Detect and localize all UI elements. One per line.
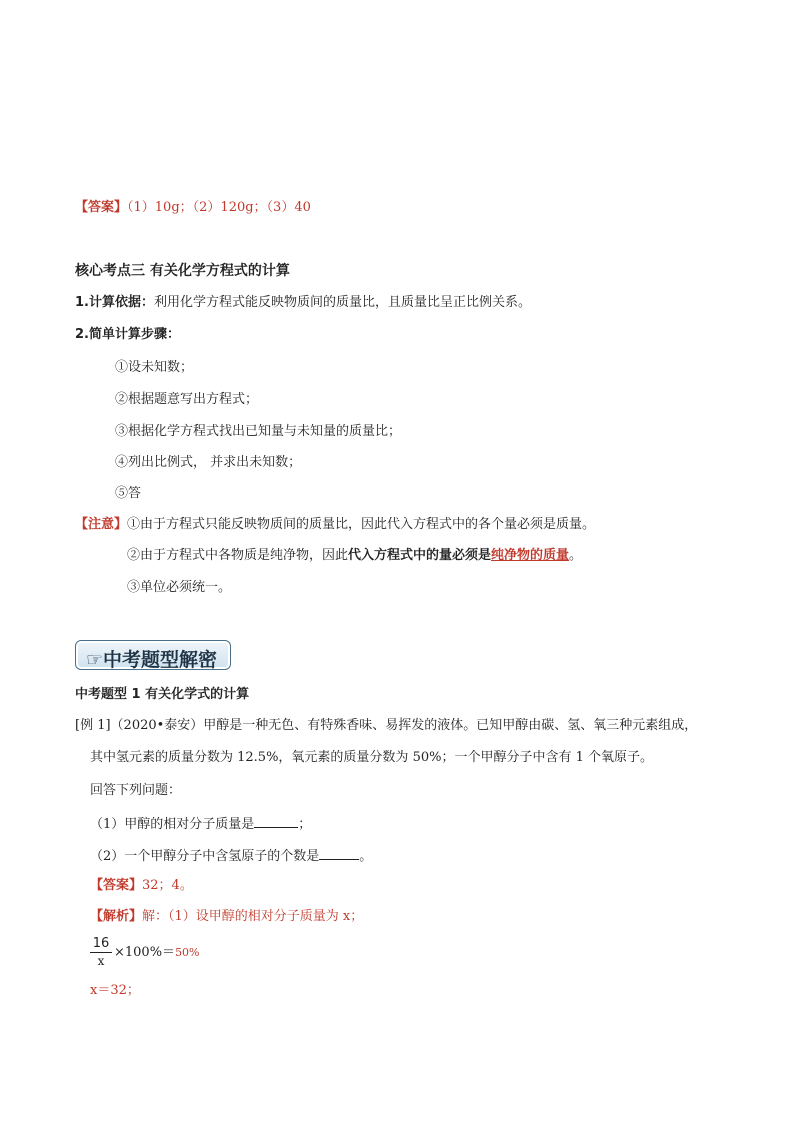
analysis-tag: 【解析】: [90, 909, 143, 924]
section-title: 核心考点三 有关化学方程式的计算: [75, 263, 290, 279]
note-3: ③单位必须统一。: [127, 580, 232, 595]
example-answer-text: 32；4。: [142, 878, 193, 893]
answer-text: （1）10g；（2）120g；（3）40: [127, 200, 311, 215]
example-prompt: 回答下列问题：: [90, 783, 182, 798]
example-answer: [90, 878, 193, 894]
analysis-text: 解：（1）设甲醇的相对分子质量为 x；: [142, 909, 364, 924]
question-1-end: ；: [298, 817, 312, 832]
step-2: ②根据题意写出方程式；: [115, 392, 259, 407]
fraction-equation: [114, 945, 200, 961]
type1-title: 中考题型 1 有关化学式的计算: [75, 687, 250, 702]
step-3: ③根据化学方程式找出已知量与未知量的质量比；: [115, 424, 402, 439]
banner-label-wrap: [86, 645, 217, 672]
answer-blank-2[interactable]: [319, 847, 359, 860]
step-5: ⑤答: [115, 486, 142, 501]
question-2-end: 。: [359, 849, 373, 864]
result-line: x＝32；: [90, 983, 140, 998]
example-line-2: 其中氢元素的质量分数为 12.5%，氧元素的质量分数为 50%；一个甲醇分子中含有 1 个氧原子。: [90, 750, 653, 765]
fraction-rest: ×100%＝: [114, 945, 176, 960]
fraction-denominator: x: [97, 954, 105, 968]
answer-blank-1[interactable]: [254, 815, 298, 828]
banner-label: 中考题型解密: [103, 649, 218, 671]
note-tag: 【注意】: [75, 517, 128, 532]
fraction: [90, 936, 112, 968]
analysis-line: [90, 909, 363, 925]
exam-types-banner: [75, 640, 231, 670]
note-2a: ②由于方程式中各物质是纯净物，因此: [127, 548, 349, 563]
note-2b: 代入方程式中的量必须是: [348, 548, 492, 563]
p2-label: 2.简单计算步骤：: [75, 327, 180, 342]
note-2c: 纯净物的质量: [491, 548, 570, 563]
question-1-text: （1）甲醇的相对分子质量是: [90, 817, 255, 832]
p1-text: 利用化学方程式能反映物质间的质量比，且质量比呈正比例关系。: [153, 295, 531, 310]
question-1: [90, 815, 311, 833]
step-4: ④列出比例式， 并求出未知数；: [115, 455, 302, 470]
section-p1: [75, 295, 531, 311]
fraction-numerator: 16: [92, 936, 110, 951]
fraction-bar: [90, 952, 112, 953]
note-2d: 。: [569, 548, 583, 563]
p1-label: 1.计算依据：: [75, 295, 154, 310]
pointing-hand-icon: ☞: [86, 649, 104, 671]
example-answer-tag: 【答案】: [90, 878, 143, 893]
question-2-text: （2）一个甲醇分子中含氢原子的个数是: [90, 849, 320, 864]
answer-top-line: [75, 200, 311, 216]
note-1: ①由于方程式只能反映物质间的质量比，因此代入方程式中的各个量必须是质量。: [127, 517, 596, 532]
example-line-1: [例 1]（2020•泰安）甲醇是一种无色、有特殊香味、易挥发的液体。已知甲醇由碳、氢、氧三种元素组成，: [75, 718, 698, 733]
answer-tag: 【答案】: [75, 200, 128, 215]
fraction-result: 50%: [175, 946, 200, 959]
step-1: ①设未知数；: [115, 360, 194, 375]
note-line-1: [75, 517, 595, 533]
question-2: [90, 847, 372, 865]
note-line-2: [127, 548, 582, 564]
